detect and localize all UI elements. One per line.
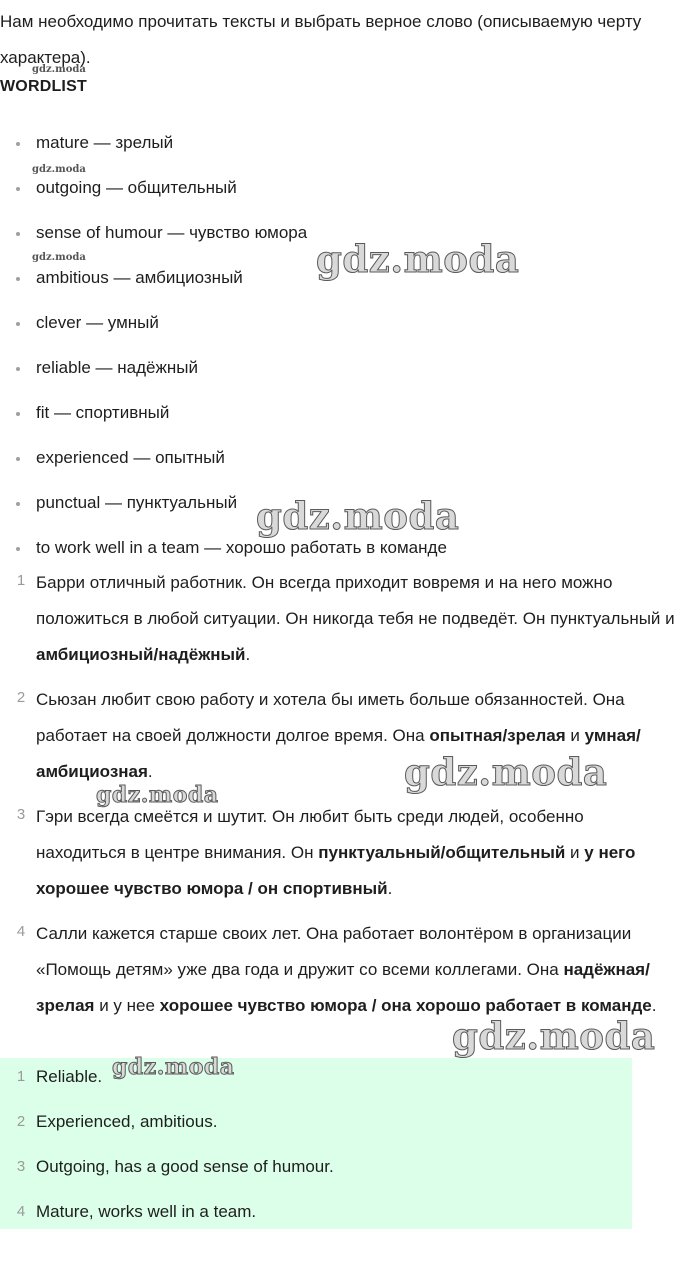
wordlist-item-text: ambitious — амбициозный <box>36 268 243 287</box>
answer-number: 3 <box>16 1158 26 1175</box>
answer-choice: надёжная/зрелая <box>36 960 650 1015</box>
watermark: gdz.moda <box>316 237 520 281</box>
paragraph-number: 2 <box>16 689 26 706</box>
answer-text: Experienced, ambitious. <box>36 1112 218 1131</box>
bullet-icon <box>16 547 20 551</box>
wordlist-item-text: sense of humour — чувство юмора <box>36 223 308 242</box>
watermark: gdz.moda <box>404 750 608 794</box>
wordlist-item-text: mature — зрелый <box>36 133 174 152</box>
bullet-icon <box>16 502 20 506</box>
bullet-icon <box>16 187 20 191</box>
answers-block <box>0 1058 632 1229</box>
watermark: gdz.moda <box>112 1054 235 1080</box>
wordlist-item-text: clever — умный <box>36 313 159 332</box>
paragraph-number: 4 <box>16 923 26 940</box>
answer-number: 4 <box>16 1203 26 1220</box>
wordlist-heading: WORDLIST <box>0 78 87 95</box>
wordlist-item-text: outgoing — общительный <box>36 178 237 197</box>
watermark: gdz.moda <box>96 782 219 808</box>
answer-text: Outgoing, has a good sense of humour. <box>36 1157 334 1176</box>
wordlist-item-text: to work well in a team — хорошо работать в команде <box>36 538 447 557</box>
paragraph-number: 3 <box>16 806 26 823</box>
bullet-icon <box>16 412 20 416</box>
answer-number: 1 <box>16 1068 26 1085</box>
watermark: gdz.moda <box>256 494 460 538</box>
bullet-icon <box>16 142 20 146</box>
watermark: gdz.moda <box>32 164 86 175</box>
bullet-icon <box>16 367 20 371</box>
answer-choice: пунктуальный/общительный <box>318 843 566 862</box>
wordlist-item-text: punctual — пунктуальный <box>36 493 238 512</box>
watermark: gdz.moda <box>32 252 86 263</box>
answer-choice: хорошее чувство юмора / она хорошо работает в команде <box>159 996 652 1015</box>
intro-text: Нам необходимо прочитать тексты и выбрать верное слово (описываемую черту характера). <box>0 12 642 67</box>
paragraph-text: Сьюзан любит свою работу и хотела бы иметь больше обязанностей. Она работает на своей должности долгое время. Она опытная/зрелая и умная/амбициозная. <box>36 690 641 781</box>
wordlist-item-text: experienced — опытный <box>36 448 225 467</box>
bullet-icon <box>16 457 20 461</box>
answer-choice: умная/амбициозная <box>36 726 641 781</box>
watermark: gdz.moda <box>452 1014 656 1058</box>
paragraph-text: Салли кажется старше своих лет. Она работает волонтёром в организации «Помощь детям» уже два года и дружит со всеми коллегами. Она надёжная/зрелая и у нее хорошее чувство юмора / она хорошо работает в команде. <box>36 924 657 1015</box>
bullet-icon <box>16 232 20 236</box>
paragraph-text: Гэри всегда смеётся и шутит. Он любит быть среди людей, особенно находиться в центре внимания. Он пунктуальный/общительный и у него хорошее чувство юмора / он спортивный. <box>36 807 636 898</box>
answer-text: Mature, works well in a team. <box>36 1202 257 1221</box>
answer-choice: опытная/зрелая <box>429 726 566 745</box>
wordlist-item-text: fit — спортивный <box>36 403 170 422</box>
paragraph-number: 1 <box>16 572 26 589</box>
answer-choice: амбициозный/надёжный <box>36 645 246 664</box>
watermark: gdz.moda <box>32 64 86 75</box>
answer-number: 2 <box>16 1113 26 1130</box>
bullet-icon <box>16 322 20 326</box>
answer-text: Reliable. <box>36 1067 103 1086</box>
bullet-icon <box>16 277 20 281</box>
answer-choice: у него хорошее чувство юмора / он спортивный <box>36 843 636 898</box>
paragraph-text: Барри отличный работник. Он всегда приходит вовремя и на него можно положиться в любой ситуации. Он никогда тебя не подведёт. Он пунктуальный и амбициозный/надёжный. <box>36 573 675 664</box>
wordlist-item-text: reliable — надёжный <box>36 358 198 377</box>
